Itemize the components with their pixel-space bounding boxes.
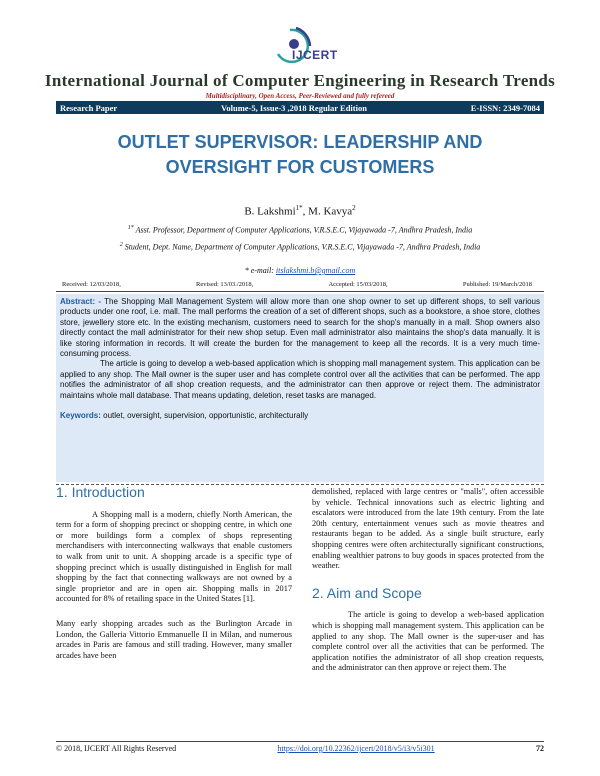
logo-text: IJCERT	[292, 48, 338, 62]
affiliation-2	[0, 242, 600, 252]
journal-logo	[262, 24, 338, 72]
right-para-1: demolished, replaced with large centres or "malls", often accessible by vehicle. Technical innovations such as electric lighting and escalators were introduced from the late 19th century. From the late 20th century, entertainment venues such as movie theatres and restaurants began to be added. As a single built structure, early shopping centres were often architecturally significant constructions, enabling wealthier patrons to buy goods in spaces protected from the weather.	[312, 487, 544, 571]
doi-link[interactable]: https://doi.org/10.22362/ijcert/2018/v5/i3/v5i301	[277, 744, 435, 753]
copyright: © 2018, IJCERT All Rights Reserved	[56, 744, 177, 753]
email-label: * e-mail:	[244, 266, 274, 275]
right-column	[312, 487, 544, 674]
abstract-box	[56, 294, 544, 482]
revised-date: Revised: 13/03./2018,	[196, 281, 254, 288]
left-column	[56, 484, 292, 661]
email-line	[0, 266, 600, 275]
issn: E-ISSN: 2349-7084	[470, 102, 540, 113]
intro-heading: 1. Introduction	[56, 484, 145, 500]
page-number: 72	[536, 744, 544, 753]
aim-heading: 2. Aim and Scope	[312, 584, 422, 601]
abstract-para-2: The article is going to develop a web-based application which is shopping mall management system. This application can be applied to any shop. The Mall owner is the super user and has complete control over all the activities that can be performed. The app notifies the administrator of all shop creation requests, and the administrator can then approve or reject them. The administrator maintains whole mall database. That means updating, deletion, reset tasks are managed.	[60, 359, 540, 400]
footer-divider	[56, 741, 544, 742]
aff1-sup: 1*	[127, 225, 134, 231]
abstract-label: Abstract: -	[60, 297, 102, 306]
paper-title	[56, 130, 544, 180]
journal-tagline: Multidisciplinary, Open Access, Peer-Reviewed and fully refereed	[205, 92, 395, 100]
footer	[56, 744, 544, 753]
authors	[0, 204, 600, 218]
aff2-text: Student, Dept. Name, Department of Computer Applications, V.R.S.E.C, Vijayawada -7, Andhra Pradesh, India	[124, 242, 481, 252]
info-bar	[56, 101, 544, 114]
title-line-1: OUTLET SUPERVISOR: LEADERSHIP AND	[117, 132, 483, 152]
aff1-text: Asst. Professor, Department of Computer Applications, V.R.S.E.C, Vijayawada -7, Andhra Pradesh, India	[135, 225, 473, 235]
author-2: , M. Kavya	[302, 205, 353, 218]
title-line-2: OVERSIGHT FOR CUSTOMERS	[165, 157, 435, 177]
author-1-sup: 1*	[295, 204, 303, 212]
aff2-sup: 2	[119, 242, 123, 248]
volume-info: Volume-5, Issue-3 ,2018 Regular Edition	[221, 102, 367, 113]
accepted-date: Accepted: 15/03/2018,	[328, 281, 388, 288]
intro-para-1: A Shopping mall is a modern, chiefly North American, the term for a form of shopping precinct or shopping centre, in which one or more buildings form a complex of shops representing merchandisers with interconnecting walkways that enable customers to walk from unit to unit. A shopping arcade is a specific type of shopping precinct which is usually distinguished in English for mall shopping by the fact that connecting walkways are not owned by a single proprietor and are in open air. Shopping malls in 2017 accounted for 8% of retailing space in the United States [1].	[56, 509, 292, 604]
author-2-sup: 2	[352, 204, 356, 212]
received-date: Received: 12/03/2018,	[62, 281, 121, 288]
journal-name: International Journal of Computer Engineering in Research Trends	[44, 71, 556, 90]
email-link[interactable]: itslakshmi.b@gmail.com	[275, 266, 356, 275]
paper-type: Research Paper	[60, 102, 118, 113]
dates-row	[62, 281, 532, 288]
keywords-text: outlet, oversight, supervision, opportunistic, architecturally	[103, 411, 309, 421]
aim-para-1: The article is going to develop a web-based application which is shopping mall management system. This application can be applied to any shop. The Mall owner is the super-user and has complete control over all the activities that can be performed. The application notifies the administrator of all shop creation requests, and the administrator can then approve or reject them. The	[312, 610, 544, 673]
author-1: B. Lakshmi	[244, 205, 296, 218]
divider	[56, 291, 544, 292]
affiliation-1	[0, 225, 600, 235]
published-date: Published: 19/March/2018	[462, 281, 532, 288]
intro-para-2: Many early shopping arcades such as the Burlington Arcade in London, the Galleria Vittorio Emmanuelle II in Milan, and numerous arcades in Paris are famous and still trading. However, many smaller arcades have been	[56, 618, 292, 660]
abstract-para-1: The Shopping Mall Management System will allow more than one shop owner to set up different shops, to sell various products under one roof, i.e. mall. The mall performs the creation of a set of different shops, such as a bookstore, a shoe store, clothes store, jewellery store etc. In the existing mechanism, customers need to search for the shop's manually in a mall. Shop owners also directly contact the mall administrator for their new shop setup. Even mall administrator also maintains the shop's data manually. It is like storing information in records. It will create the burden for the management to keep all the records. It is a very much time-consuming process.	[60, 297, 540, 359]
keywords-label: Keywords:	[60, 411, 101, 421]
